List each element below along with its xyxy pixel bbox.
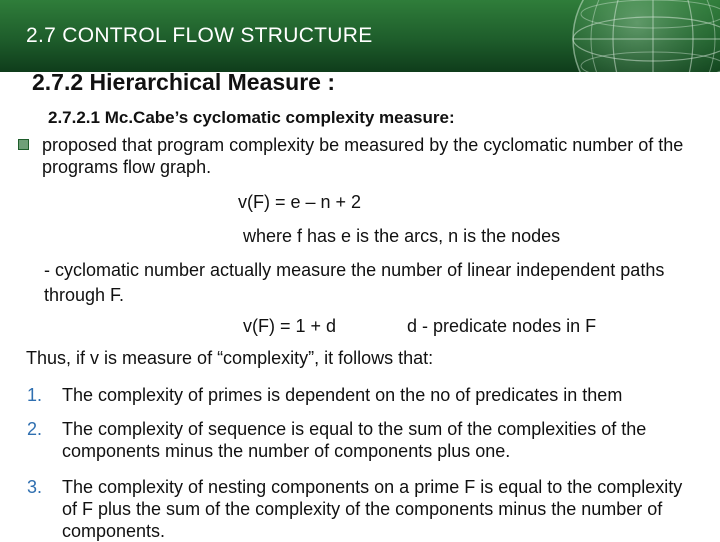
cyclomatic-explanation: - cyclomatic number actually measure the number of linear independent paths through F.	[44, 260, 665, 305]
square-bullet-icon	[18, 139, 29, 150]
subsection-title: 2.7.2.1 Mc.Cabe’s cyclomatic complexity measure:	[48, 108, 455, 127]
numbered-item	[27, 384, 697, 406]
formula-cyclomatic: v(F) = e – n + 2	[238, 192, 362, 212]
item-text: The complexity of primes is dependent on the no of predicates in them	[62, 385, 623, 405]
item-number: 2.	[27, 419, 43, 439]
numbered-item	[27, 418, 697, 462]
thus-statement: Thus, if v is measure of “complexity”, it follows that:	[26, 348, 434, 368]
formula-predicate: v(F) = 1 + d	[243, 316, 337, 336]
numbered-item	[27, 476, 697, 542]
section-title: 2.7.2 Hierarchical Measure :	[32, 69, 335, 95]
item-number: 3.	[27, 477, 43, 497]
item-text: The complexity of sequence is equal to the sum of the complexities of the components minus the number of components plus one.	[62, 419, 647, 461]
bullet-item	[18, 134, 698, 178]
globe-icon	[568, 0, 720, 72]
item-number: 1.	[27, 385, 43, 405]
slide-header-title: 2.7 CONTROL FLOW STRUCTURE	[26, 24, 373, 47]
formula-cyclomatic-note: where f has e is the arcs, n is the nodes	[243, 226, 561, 246]
bullet-text: proposed that program complexity be measured by the cyclomatic number of the programs flow graph.	[42, 135, 684, 177]
formula-predicate-note: d - predicate nodes in F	[407, 316, 597, 336]
header-bar	[0, 0, 720, 72]
item-text: The complexity of nesting components on a prime F is equal to the complexity of F plus the sum of the complexity of the components minus the number of components.	[62, 477, 683, 541]
